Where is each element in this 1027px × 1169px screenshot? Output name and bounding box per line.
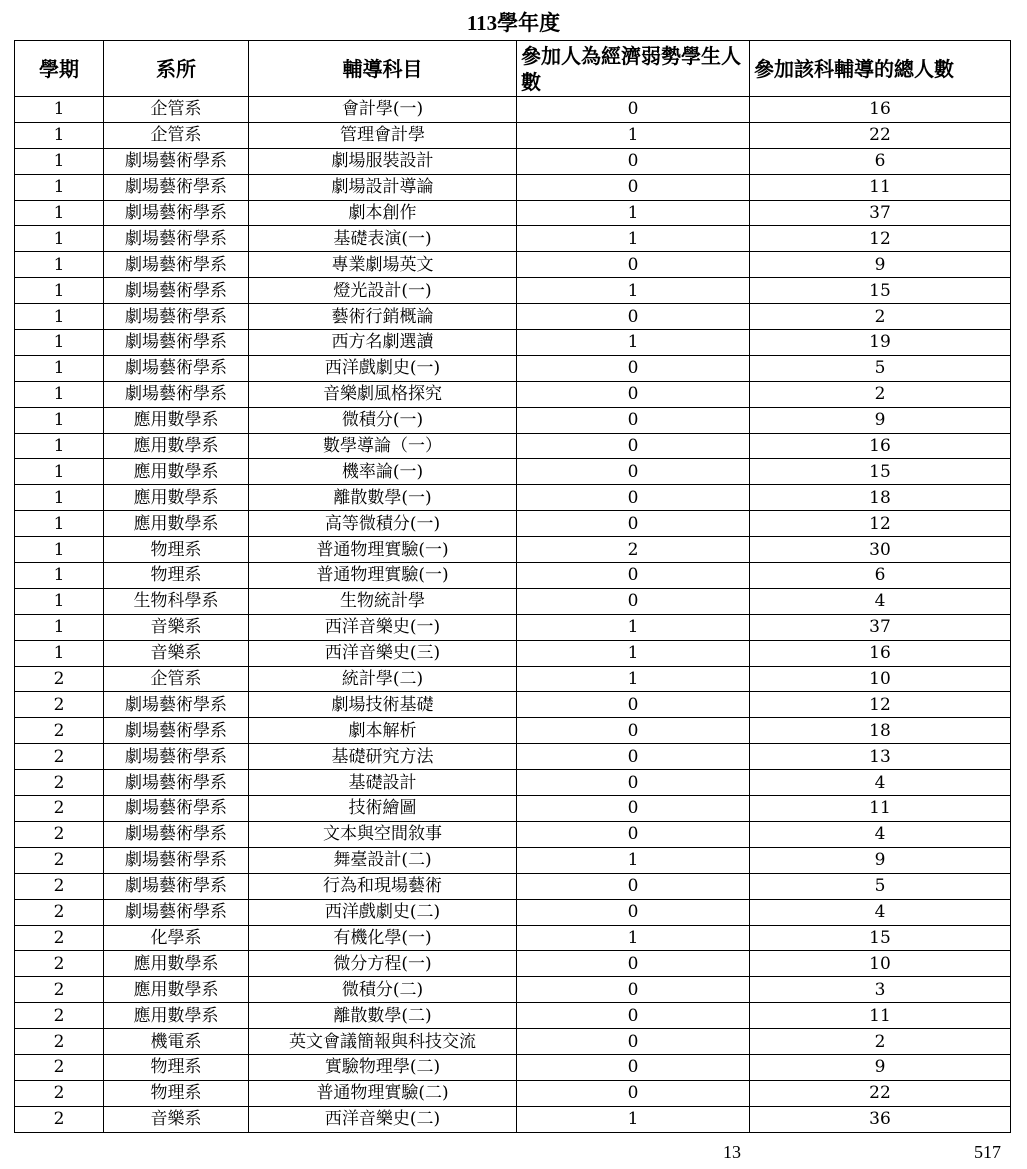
cell-semester: 2 [15,744,104,770]
table-row [15,640,1011,666]
table-row [15,511,1011,537]
cell-disadvantaged: 0 [517,1080,750,1106]
cell-total: 11 [750,1003,1011,1029]
cell-department: 應用數學系 [104,433,249,459]
table-row [15,899,1011,925]
cell-semester: 1 [15,226,104,252]
cell-subject: 音樂劇風格探究 [249,381,517,407]
table-row [15,951,1011,977]
cell-disadvantaged: 0 [517,511,750,537]
cell-total: 22 [750,122,1011,148]
cell-subject: 行為和現場藝術 [249,873,517,899]
cell-semester: 1 [15,252,104,278]
cell-semester: 1 [15,640,104,666]
cell-disadvantaged: 0 [517,588,750,614]
cell-subject: 基礎研究方法 [249,744,517,770]
cell-total: 3 [750,977,1011,1003]
cell-department: 劇場藝術學系 [104,796,249,822]
cell-total: 10 [750,951,1011,977]
table-row [15,873,1011,899]
cell-subject: 基礎設計 [249,770,517,796]
cell-total: 15 [750,459,1011,485]
cell-semester: 1 [15,122,104,148]
cell-total: 13 [750,744,1011,770]
cell-department: 應用數學系 [104,511,249,537]
cell-department: 劇場藝術學系 [104,821,249,847]
cell-disadvantaged: 0 [517,459,750,485]
cell-subject: 實驗物理學(二) [249,1054,517,1080]
cell-department: 音樂系 [104,640,249,666]
cell-department: 劇場藝術學系 [104,381,249,407]
cell-department: 劇場藝術學系 [104,899,249,925]
cell-subject: 離散數學(一) [249,485,517,511]
cell-semester: 1 [15,433,104,459]
table-row [15,355,1011,381]
cell-semester: 1 [15,459,104,485]
cell-disadvantaged: 0 [517,174,750,200]
cell-semester: 1 [15,330,104,356]
header-disadvantaged: 參加人為經濟弱勢學生人數 [517,41,750,97]
cell-disadvantaged: 0 [517,692,750,718]
cell-subject: 管理會計學 [249,122,517,148]
cell-semester: 2 [15,796,104,822]
cell-department: 企管系 [104,666,249,692]
cell-subject: 基礎表演(一) [249,226,517,252]
cell-subject: 英文會議簡報與科技交流 [249,1029,517,1055]
cell-semester: 1 [15,537,104,563]
cell-total: 5 [750,873,1011,899]
cell-disadvantaged: 0 [517,899,750,925]
cell-disadvantaged: 2 [517,537,750,563]
cell-total: 9 [750,847,1011,873]
header-department: 系所 [104,41,249,97]
cell-disadvantaged: 0 [517,148,750,174]
cell-semester: 1 [15,407,104,433]
cell-semester: 1 [15,588,104,614]
cell-disadvantaged: 1 [517,278,750,304]
cell-disadvantaged: 1 [517,847,750,873]
header-row [15,41,1011,97]
table-row [15,692,1011,718]
cell-semester: 1 [15,200,104,226]
page-title: 113學年度 [466,11,561,35]
table-row [15,459,1011,485]
total-participants: 517 [974,1142,1001,1162]
cell-disadvantaged: 0 [517,718,750,744]
table-row [15,1106,1011,1132]
table-row [15,97,1011,123]
header-total: 參加該科輔導的總人數 [750,41,1011,97]
cell-semester: 2 [15,1080,104,1106]
table-row [15,744,1011,770]
cell-department: 物理系 [104,1054,249,1080]
cell-disadvantaged: 0 [517,796,750,822]
cell-department: 物理系 [104,537,249,563]
cell-department: 劇場藝術學系 [104,873,249,899]
cell-total: 9 [750,1054,1011,1080]
cell-total: 37 [750,200,1011,226]
cell-semester: 2 [15,718,104,744]
cell-department: 劇場藝術學系 [104,692,249,718]
table-row [15,847,1011,873]
cell-semester: 1 [15,485,104,511]
cell-department: 劇場藝術學系 [104,718,249,744]
cell-subject: 西洋戲劇史(二) [249,899,517,925]
cell-subject: 微積分(一) [249,407,517,433]
cell-semester: 1 [15,97,104,123]
table-row [15,122,1011,148]
cell-total: 16 [750,640,1011,666]
table-row [15,1080,1011,1106]
cell-semester: 1 [15,148,104,174]
cell-disadvantaged: 0 [517,485,750,511]
cell-disadvantaged: 0 [517,381,750,407]
table-row [15,252,1011,278]
cell-semester: 2 [15,925,104,951]
cell-department: 企管系 [104,97,249,123]
cell-total: 22 [750,1080,1011,1106]
cell-disadvantaged: 0 [517,951,750,977]
cell-total: 12 [750,511,1011,537]
cell-department: 音樂系 [104,614,249,640]
cell-department: 劇場藝術學系 [104,200,249,226]
cell-disadvantaged: 0 [517,1029,750,1055]
cell-total: 12 [750,692,1011,718]
table-row [15,977,1011,1003]
cell-department: 應用數學系 [104,459,249,485]
cell-total: 30 [750,537,1011,563]
cell-total: 4 [750,899,1011,925]
cell-disadvantaged: 1 [517,925,750,951]
cell-subject: 統計學(二) [249,666,517,692]
cell-semester: 1 [15,563,104,589]
cell-disadvantaged: 1 [517,200,750,226]
cell-disadvantaged: 1 [517,1106,750,1132]
cell-department: 生物科學系 [104,588,249,614]
cell-subject: 高等微積分(一) [249,511,517,537]
cell-semester: 2 [15,847,104,873]
cell-department: 音樂系 [104,1106,249,1132]
table-row [15,1029,1011,1055]
cell-subject: 離散數學(二) [249,1003,517,1029]
cell-semester: 2 [15,1106,104,1132]
table-row [15,226,1011,252]
cell-semester: 2 [15,951,104,977]
cell-disadvantaged: 0 [517,563,750,589]
cell-semester: 2 [15,899,104,925]
cell-disadvantaged: 0 [517,873,750,899]
cell-disadvantaged: 1 [517,666,750,692]
table-row [15,563,1011,589]
cell-disadvantaged: 0 [517,1054,750,1080]
cell-disadvantaged: 1 [517,122,750,148]
cell-disadvantaged: 0 [517,977,750,1003]
table-row [15,925,1011,951]
cell-department: 企管系 [104,122,249,148]
cell-disadvantaged: 0 [517,97,750,123]
cell-subject: 燈光設計(一) [249,278,517,304]
cell-semester: 2 [15,977,104,1003]
cell-subject: 微積分(二) [249,977,517,1003]
table-row [15,174,1011,200]
cell-subject: 西洋戲劇史(一) [249,355,517,381]
cell-disadvantaged: 0 [517,770,750,796]
cell-total: 5 [750,355,1011,381]
cell-disadvantaged: 1 [517,614,750,640]
cell-subject: 舞臺設計(二) [249,847,517,873]
cell-subject: 普通物理實驗(一) [249,563,517,589]
table-row [15,718,1011,744]
table-row [15,304,1011,330]
cell-total: 9 [750,252,1011,278]
table-row [15,1003,1011,1029]
table-row [15,588,1011,614]
table-body [15,97,1011,1133]
cell-semester: 2 [15,692,104,718]
cell-total: 4 [750,588,1011,614]
cell-subject: 劇場技術基礎 [249,692,517,718]
cell-subject: 普通物理實驗(二) [249,1080,517,1106]
table-row [15,407,1011,433]
cell-subject: 西洋音樂史(二) [249,1106,517,1132]
cell-semester: 1 [15,614,104,640]
cell-total: 2 [750,1029,1011,1055]
table-row [15,433,1011,459]
cell-disadvantaged: 0 [517,1003,750,1029]
table-row [15,614,1011,640]
table-row [15,666,1011,692]
cell-department: 劇場藝術學系 [104,252,249,278]
cell-total: 37 [750,614,1011,640]
cell-total: 10 [750,666,1011,692]
table-row [15,381,1011,407]
cell-disadvantaged: 0 [517,821,750,847]
cell-semester: 1 [15,278,104,304]
cell-subject: 文本與空間敘事 [249,821,517,847]
cell-total: 11 [750,796,1011,822]
cell-disadvantaged: 0 [517,355,750,381]
cell-subject: 有機化學(一) [249,925,517,951]
cell-subject: 劇場設計導論 [249,174,517,200]
cell-total: 6 [750,563,1011,589]
table-row [15,330,1011,356]
cell-semester: 2 [15,1054,104,1080]
cell-disadvantaged: 0 [517,252,750,278]
table-row [15,148,1011,174]
cell-department: 應用數學系 [104,977,249,1003]
cell-department: 劇場藝術學系 [104,744,249,770]
cell-semester: 2 [15,1003,104,1029]
cell-semester: 1 [15,511,104,537]
cell-department: 劇場藝術學系 [104,847,249,873]
cell-department: 應用數學系 [104,1003,249,1029]
header-semester: 學期 [15,41,104,97]
cell-department: 應用數學系 [104,951,249,977]
cell-total: 12 [750,226,1011,252]
cell-department: 劇場藝術學系 [104,770,249,796]
cell-semester: 2 [15,821,104,847]
cell-total: 4 [750,770,1011,796]
cell-semester: 2 [15,873,104,899]
cell-subject: 會計學(一) [249,97,517,123]
table-row [15,537,1011,563]
cell-disadvantaged: 0 [517,304,750,330]
cell-department: 劇場藝術學系 [104,174,249,200]
cell-total: 11 [750,174,1011,200]
cell-subject: 西洋音樂史(一) [249,614,517,640]
cell-total: 15 [750,278,1011,304]
cell-total: 9 [750,407,1011,433]
cell-subject: 西洋音樂史(三) [249,640,517,666]
table-row [15,770,1011,796]
cell-semester: 2 [15,666,104,692]
cell-semester: 2 [15,770,104,796]
cell-subject: 劇本創作 [249,200,517,226]
cell-department: 劇場藝術學系 [104,330,249,356]
cell-total: 18 [750,718,1011,744]
cell-department: 劇場藝術學系 [104,148,249,174]
cell-subject: 專業劇場英文 [249,252,517,278]
cell-department: 機電系 [104,1029,249,1055]
cell-department: 化學系 [104,925,249,951]
cell-subject: 西方名劇選讀 [249,330,517,356]
cell-disadvantaged: 0 [517,407,750,433]
table-row [15,796,1011,822]
cell-department: 劇場藝術學系 [104,304,249,330]
cell-total: 36 [750,1106,1011,1132]
cell-disadvantaged: 1 [517,330,750,356]
cell-semester: 2 [15,1029,104,1055]
cell-department: 劇場藝術學系 [104,278,249,304]
cell-total: 15 [750,925,1011,951]
table-row [15,821,1011,847]
cell-subject: 劇本解析 [249,718,517,744]
cell-total: 16 [750,433,1011,459]
cell-total: 19 [750,330,1011,356]
table-row [15,1054,1011,1080]
header-subject: 輔導科目 [249,41,517,97]
cell-disadvantaged: 1 [517,640,750,666]
cell-total: 18 [750,485,1011,511]
total-disadvantaged: 13 [723,1142,741,1162]
cell-semester: 1 [15,304,104,330]
cell-total: 4 [750,821,1011,847]
cell-subject: 微分方程(一) [249,951,517,977]
table-row [15,200,1011,226]
cell-subject: 技術繪圖 [249,796,517,822]
cell-department: 物理系 [104,563,249,589]
cell-subject: 數學導論（一） [249,433,517,459]
cell-department: 劇場藝術學系 [104,226,249,252]
cell-department: 應用數學系 [104,485,249,511]
cell-semester: 1 [15,381,104,407]
cell-total: 2 [750,304,1011,330]
cell-subject: 生物統計學 [249,588,517,614]
cell-department: 物理系 [104,1080,249,1106]
cell-disadvantaged: 1 [517,226,750,252]
cell-subject: 劇場服裝設計 [249,148,517,174]
cell-subject: 機率論(一) [249,459,517,485]
cell-disadvantaged: 0 [517,433,750,459]
cell-semester: 1 [15,355,104,381]
tutoring-table [14,40,1011,1133]
cell-total: 6 [750,148,1011,174]
cell-subject: 普通物理實驗(一) [249,537,517,563]
cell-semester: 1 [15,174,104,200]
cell-total: 16 [750,97,1011,123]
cell-subject: 藝術行銷概論 [249,304,517,330]
cell-department: 劇場藝術學系 [104,355,249,381]
table-row [15,278,1011,304]
cell-total: 2 [750,381,1011,407]
table-row [15,485,1011,511]
cell-disadvantaged: 0 [517,744,750,770]
cell-department: 應用數學系 [104,407,249,433]
